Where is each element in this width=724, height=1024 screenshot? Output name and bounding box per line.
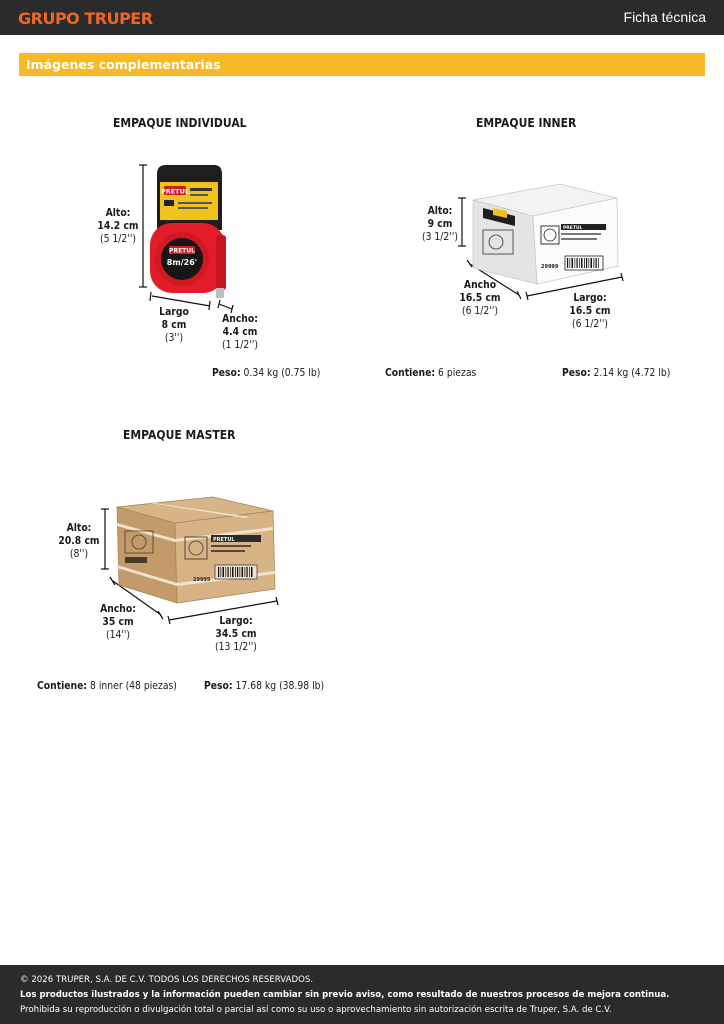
footer [0, 965, 724, 1024]
section-header [19, 53, 705, 76]
individual-peso: Peso: 0.34 kg (0.75 lb) [212, 367, 321, 379]
brand-logo: GRUPO TRUPER [18, 9, 153, 28]
inner-peso: Peso: 2.14 kg (4.72 lb) [562, 367, 671, 379]
individual-product-image [130, 160, 245, 315]
individual-ancho: Ancho: 4.4 cm (1 1/2'') [222, 313, 258, 351]
top-bar [0, 0, 724, 35]
master-ancho: Ancho: 35 cm (14'') [100, 603, 136, 641]
master-title: EMPAQUE MASTER [123, 428, 236, 442]
footer-prohibition: Prohibida su reproducción o divulgación total o parcial así como su uso o aprovechamiento sin autorización escrita de Truper, S.A. de C.V. [20, 1005, 612, 1015]
master-largo: Largo: 34.5 cm (13 1/2'') [215, 615, 257, 653]
master-peso: Peso: 17.68 kg (38.98 lb) [204, 680, 325, 692]
master-code-text: 29999 [193, 577, 211, 583]
tape-length-text: 8m/26' [166, 258, 198, 267]
inner-brand-text: PRETUL [563, 226, 583, 231]
master-alto: Alto: 20.8 cm (8'') [58, 522, 100, 560]
master-contiene: Contiene: 8 inner (48 piezas) [37, 680, 177, 692]
document-type: Ficha técnica [623, 9, 706, 25]
inner-contiene: Contiene: 6 piezas [385, 367, 477, 379]
section-title: Imágenes complementarias [26, 57, 221, 72]
individual-alto: Alto: 14.2 cm (5 1/2'') [97, 207, 139, 245]
footer-copyright: © 2026 TRUPER, S.A. DE C.V. TODOS LOS DERECHOS RESERVADOS. [20, 975, 314, 985]
master-brand-text: PRETUL [213, 537, 235, 543]
inner-code-text: 29999 [541, 264, 559, 270]
tape-brand-text: PRETUL [169, 247, 195, 255]
inner-ancho: Ancho 16.5 cm (6 1/2'') [459, 279, 501, 317]
inner-alto: Alto: 9 cm (3 1/2'') [422, 205, 458, 243]
individual-title: EMPAQUE INDIVIDUAL [113, 116, 247, 130]
inner-title: EMPAQUE INNER [476, 116, 577, 130]
footer-notice: Los productos ilustrados y la información pueden cambiar sin previo aviso, como resultado de nuestros procesos de mejora continua. [20, 990, 670, 1000]
card-brand-text: PRETUL [160, 187, 190, 196]
inner-largo: Largo: 16.5 cm (6 1/2'') [569, 292, 611, 330]
individual-largo: Largo 8 cm (3'') [159, 306, 189, 344]
